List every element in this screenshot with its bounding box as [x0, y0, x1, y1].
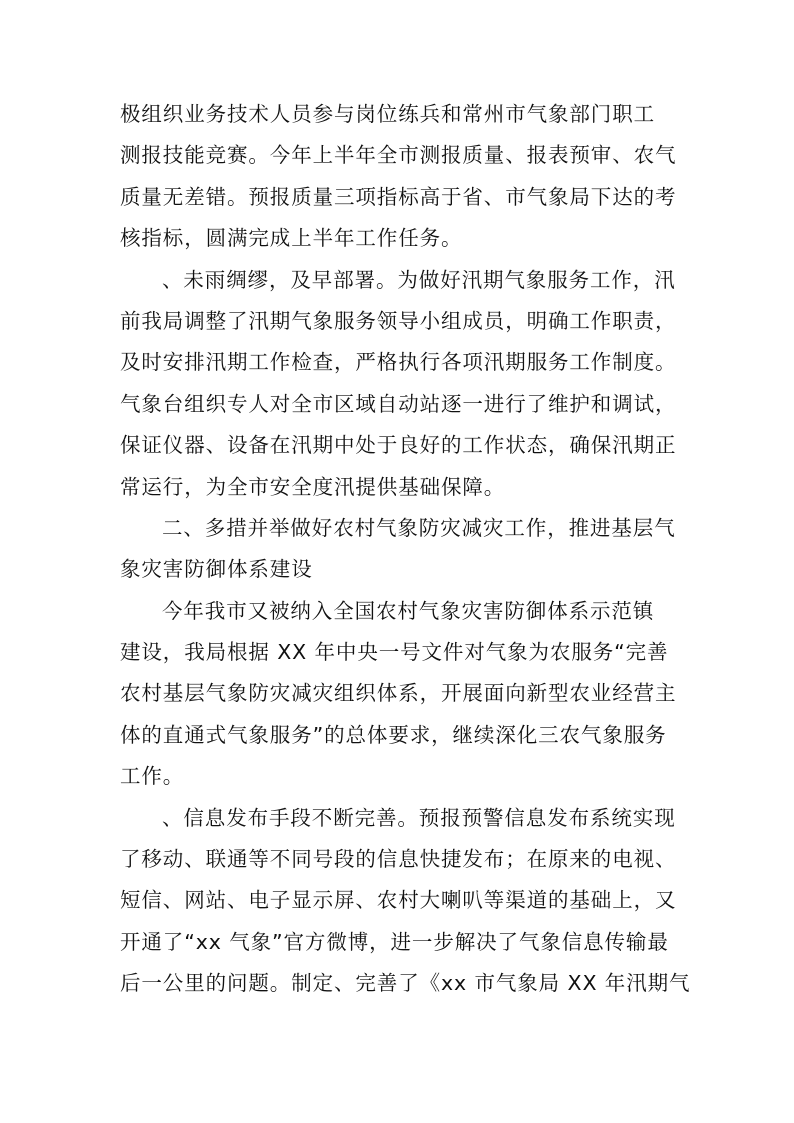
- section-heading-line-1: 二、多措并举做好农村气象防灾减灾工作，推进基层气: [162, 515, 676, 540]
- text-line-15: 农村基层气象防灾减灾组织体系，开展面向新型农业经营主: [120, 681, 677, 706]
- text-line-10: 常运行，为全市安全度汛提供基础保障。: [120, 474, 506, 499]
- text-line-7: 及时安排汛期工作检查，严格执行各项汛期服务工作制度。: [120, 350, 677, 375]
- text-line-2: 测报技能竞赛。今年上半年全市测报质量、报表预审、农气: [120, 143, 677, 168]
- text-line-4: 核指标，圆满完成上半年工作任务。: [120, 226, 463, 251]
- text-line-6: 前我局调整了汛期气象服务领导小组成员，明确工作职责，: [120, 308, 677, 333]
- text-line-18: 、信息发布手段不断完善。预报预警信息发布系统实现: [162, 805, 676, 830]
- text-line-8: 气象台组织专人对全市区域自动站逐一进行了维护和调试，: [120, 391, 677, 416]
- text-line-9: 保证仪器、设备在汛期中处于良好的工作状态，确保汛期正: [120, 433, 677, 458]
- text-line-16: 体的直通式气象服务”的总体要求，继续深化三农气象服务: [120, 722, 667, 747]
- section-heading-line-2: 象灾害防御体系建设: [120, 557, 313, 582]
- text-line-20: 短信、网站、电子显示屏、农村大喇叭等渠道的基础上，又: [120, 888, 677, 913]
- text-line-17: 工作。: [120, 764, 185, 789]
- text-line-5: 、未雨绸缪，及早部署。为做好汛期气象服务工作，汛: [162, 267, 676, 292]
- text-line-22: 后一公里的问题。制定、完善了《xx 市气象局 XX 年汛期气: [120, 971, 691, 996]
- text-line-3: 质量无差错。预报质量三项指标高于省、市气象局下达的考: [120, 184, 677, 209]
- text-line-19: 了移动、联通等不同号段的信息快捷发布；在原来的电视、: [120, 847, 677, 872]
- text-line-14: 建设，我局根据 XX 年中央一号文件对气象为农服务“完善: [120, 640, 669, 665]
- document-body: [120, 94, 690, 1005]
- text-line-1: 极组织业务技术人员参与岗位练兵和常州市气象部门职工: [120, 102, 655, 126]
- text-line-13: 今年我市又被纳入全国农村气象灾害防御体系示范镇: [162, 598, 655, 623]
- text-line-21: 开通了“xx 气象”官方微博，进一步解决了气象信息传输最: [120, 929, 669, 954]
